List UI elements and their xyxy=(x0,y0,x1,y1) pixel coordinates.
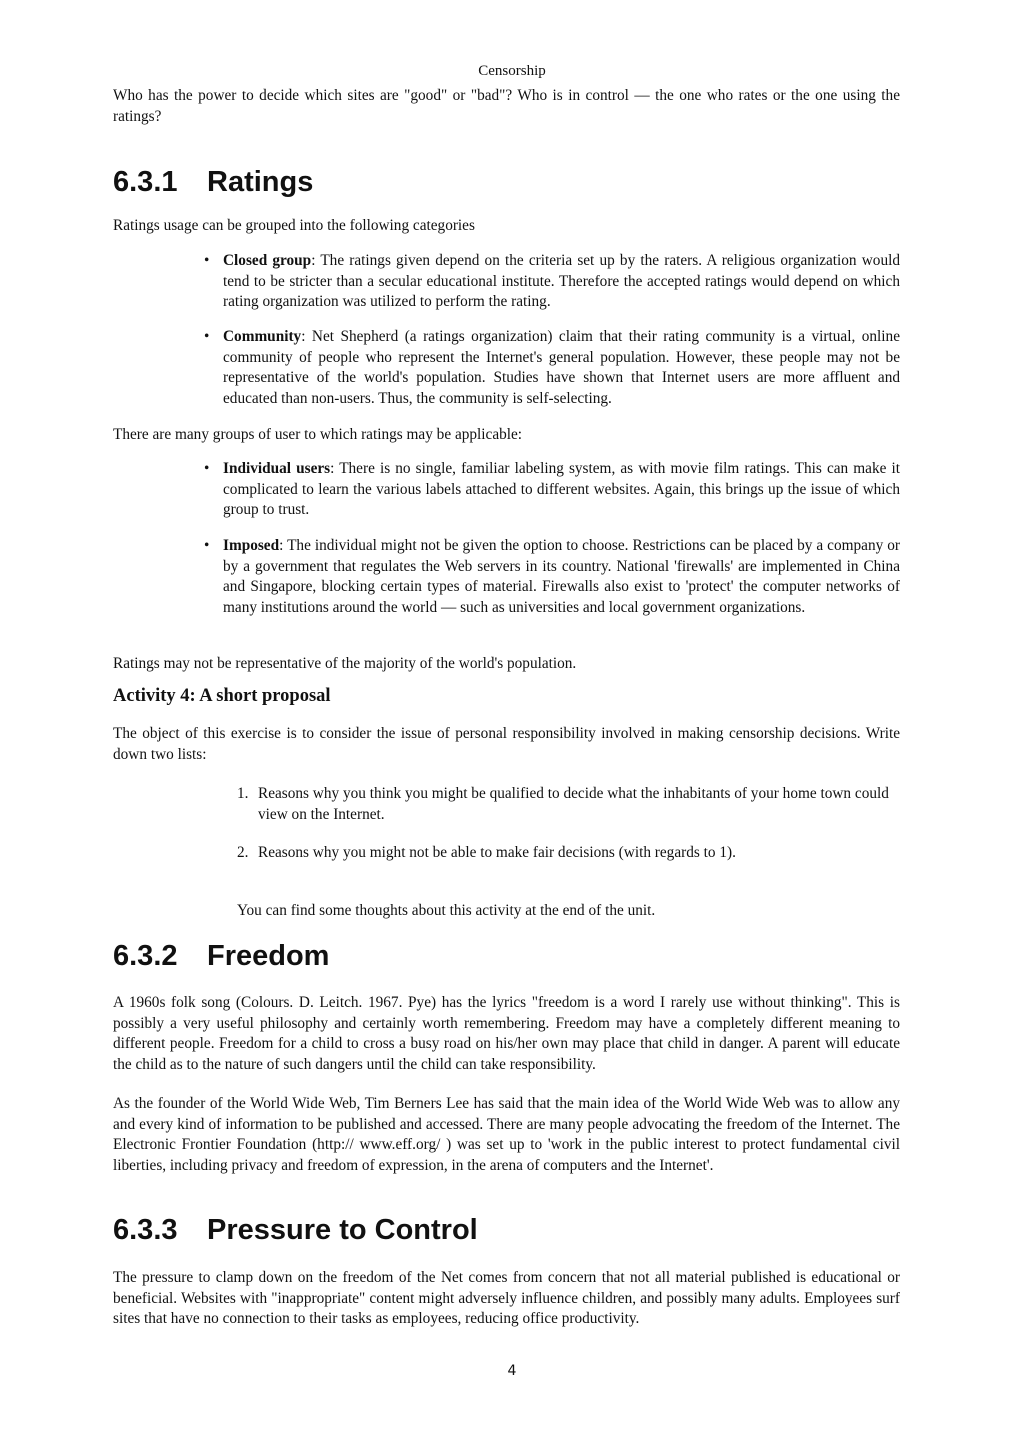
freedom-paragraph-2: As the founder of the World Wide Web, Tim Berners Lee has said that the main idea of the World Wide Web was to allow any and every kind of information to be published and accessed. There are many people advocating the freedom of the Internet. The Electronic Frontier Foundation (http:// www.eff.org/ ) was set up to 'work in the public interest to protect fundamental civil liberties, including privacy and freedom of expression, in the arena of computers and the Internet'. xyxy=(113,1095,900,1174)
section-number: 6.3.1 xyxy=(113,166,178,198)
bullet-icon: • xyxy=(204,537,210,554)
list-item-text: Reasons why you think you might be qualified to decide what the inhabitants of your home town could view on the Internet. xyxy=(258,785,889,823)
groups-lead: There are many groups of user to which ratings may be applicable: xyxy=(113,426,523,443)
running-header: Censorship xyxy=(478,63,546,79)
list-item-closed-group xyxy=(204,251,900,313)
list-item-text xyxy=(223,251,900,313)
intro-paragraph: Who has the power to decide which sites are "good" or "bad"? Who is in control — the one who rates or the one using the ratings? xyxy=(113,87,900,125)
list-item-body: : Net Shepherd (a ratings organization) claim that their rating community is a virtual, online community of people who represent the Internet's general population. However, these people may not be representative of the world's population. Studies have shown that Internet users are more affluent and educated than non-users. Thus, the community is self-selecting. xyxy=(223,328,900,407)
section-heading-ratings xyxy=(113,165,313,199)
page-number: 4 xyxy=(507,1363,517,1379)
section-title: Pressure to Control xyxy=(207,1214,478,1246)
section-heading-pressure-to-control xyxy=(113,1213,478,1247)
list-number: 1. xyxy=(237,785,249,802)
list-item-body: : There is no single, familiar labeling system, as with movie film ratings. This can make it complicated to learn the various labels attached to different websites. Again, this brings up the issue of which group to trust. xyxy=(223,460,900,519)
activity-note: You can find some thoughts about this activity at the end of the unit. xyxy=(237,902,656,919)
pressure-paragraph: The pressure to clamp down on the freedom of the Net comes from concern that not all material published is educational or beneficial. Websites with "inappropriate" content might adversely influence children, and possibly many adults. Employees surf sites that have no connection to their tasks as employees, reducing office productivity. xyxy=(113,1269,900,1328)
list-item-community xyxy=(204,327,900,410)
ratings-closing: Ratings may not be representative of the majority of the world's population. xyxy=(113,655,577,672)
list-item-term: Closed group xyxy=(223,252,312,269)
section-title: Freedom xyxy=(207,940,330,972)
list-item-body: : The individual might not be given the option to choose. Restrictions can be placed by a company or by a government that regulates the Web servers in its country. National 'firewalls' are implemented in China and Singapore, blocking certain types of material. Firewalls also exist to 'protect' the computer networks of many institutions around the world — such as universities and local government organizations. xyxy=(223,537,900,616)
list-item-text xyxy=(223,327,900,409)
list-item-body: : The ratings given depend on the criteria set up by the raters. A religious organization would tend to be stricter than a secular educational institute. Therefore the accepted ratings would depend on which rating organization was utilized to perform the rating. xyxy=(223,252,900,311)
bullet-icon: • xyxy=(204,252,210,269)
section-title: Ratings xyxy=(207,166,314,198)
list-item-term: Community xyxy=(223,328,302,345)
activity-list-item-1 xyxy=(237,784,897,826)
section-number: 6.3.2 xyxy=(113,940,178,972)
bullet-icon: • xyxy=(204,460,210,477)
list-item-text: Reasons why you might not be able to make fair decisions (with regards to 1). xyxy=(258,844,736,861)
list-item-imposed xyxy=(204,536,900,640)
bullet-icon: • xyxy=(204,328,210,345)
ratings-lead: Ratings usage can be grouped into the following categories xyxy=(113,217,475,234)
section-heading-freedom xyxy=(113,939,329,973)
list-item-text xyxy=(223,459,900,521)
list-number: 2. xyxy=(237,844,249,861)
section-number: 6.3.3 xyxy=(113,1214,178,1246)
list-item-text xyxy=(223,536,900,618)
freedom-paragraph-1: A 1960s folk song (Colours. D. Leitch. 1967. Pye) has the lyrics "freedom is a word I rarely use without thinking". This is possibly a very useful philosophy and certainly worth remembering. Freedom may have a completely different meaning to different people. Freedom for a child to cross a busy road on his/her own may place that child in danger. A parent will educate the child as to the nature of such dangers until the child can take responsibility. xyxy=(113,994,900,1073)
list-item-term: Imposed xyxy=(223,537,280,554)
activity-heading: Activity 4: A short proposal xyxy=(113,686,331,706)
list-item-individual-users xyxy=(204,459,900,521)
list-item-term: Individual users xyxy=(223,460,331,477)
activity-list-item-2 xyxy=(237,843,897,865)
activity-paragraph: The object of this exercise is to consider the issue of personal responsibility involved in making censorship decisions. Write down two lists: xyxy=(113,725,900,763)
